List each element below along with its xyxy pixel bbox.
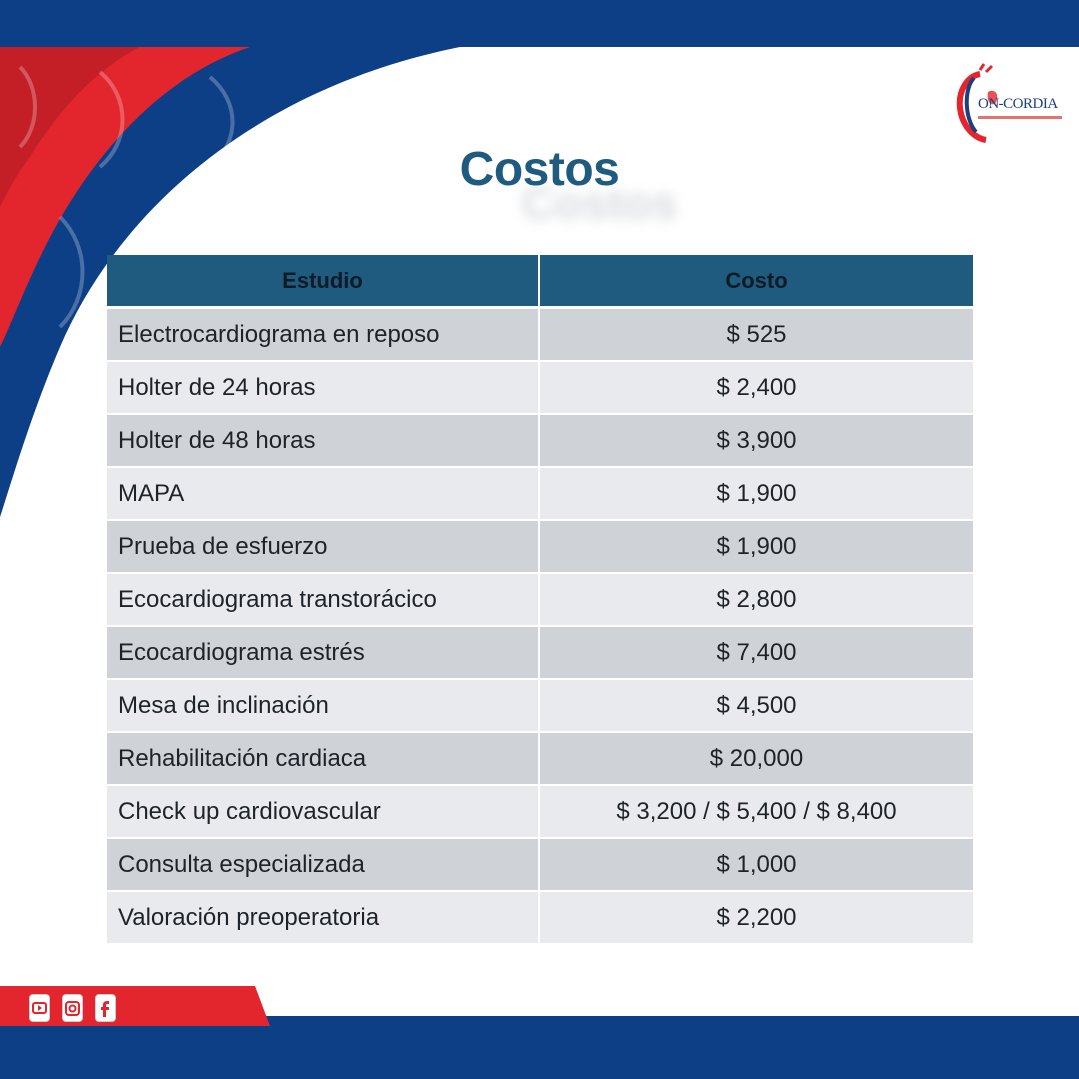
table-header-row bbox=[107, 255, 973, 308]
table-row bbox=[107, 414, 973, 467]
title-shadow: Costos bbox=[521, 177, 678, 229]
study-cost: $ 3,200 / $ 5,400 / $ 8,400 bbox=[539, 785, 973, 838]
study-name: Holter de 24 horas bbox=[107, 361, 539, 414]
logo-tagline-line bbox=[978, 116, 1062, 119]
study-name: Valoración preoperatoria bbox=[107, 891, 539, 944]
study-name: Ecocardiograma transtorácico bbox=[107, 573, 539, 626]
page-title: Costos bbox=[459, 143, 620, 196]
study-name: Mesa de inclinación bbox=[107, 679, 539, 732]
table-row bbox=[107, 573, 973, 626]
table-row bbox=[107, 891, 973, 944]
study-cost: $ 1,000 bbox=[539, 838, 973, 891]
study-name: Holter de 48 horas bbox=[107, 414, 539, 467]
table-row bbox=[107, 626, 973, 679]
study-cost: $ 1,900 bbox=[539, 520, 973, 573]
youtube-icon[interactable] bbox=[29, 994, 50, 1022]
study-cost: $ 2,400 bbox=[539, 361, 973, 414]
table-row bbox=[107, 679, 973, 732]
study-cost: $ 525 bbox=[539, 308, 973, 362]
table-row bbox=[107, 308, 973, 362]
table-row bbox=[107, 732, 973, 785]
study-cost: $ 20,000 bbox=[539, 732, 973, 785]
table-row bbox=[107, 838, 973, 891]
study-cost: $ 1,900 bbox=[539, 467, 973, 520]
header-estudio: Estudio bbox=[107, 255, 539, 308]
table-row bbox=[107, 785, 973, 838]
table-row bbox=[107, 467, 973, 520]
study-name: Consulta especializada bbox=[107, 838, 539, 891]
table-row bbox=[107, 520, 973, 573]
study-name: Check up cardiovascular bbox=[107, 785, 539, 838]
top-bar bbox=[0, 0, 1079, 47]
study-cost: $ 2,800 bbox=[539, 573, 973, 626]
study-cost: $ 7,400 bbox=[539, 626, 973, 679]
study-name: Rehabilitación cardiaca bbox=[107, 732, 539, 785]
table-row bbox=[107, 361, 973, 414]
study-name: Ecocardiograma estrés bbox=[107, 626, 539, 679]
study-name: MAPA bbox=[107, 467, 539, 520]
facebook-icon[interactable] bbox=[95, 994, 116, 1022]
study-name: Electrocardiograma en reposo bbox=[107, 308, 539, 362]
study-cost: $ 2,200 bbox=[539, 891, 973, 944]
study-cost: $ 4,500 bbox=[539, 679, 973, 732]
logo-text: ON-CORDIA bbox=[978, 96, 1058, 112]
study-cost: $ 3,900 bbox=[539, 414, 973, 467]
header-costo: Costo bbox=[539, 255, 973, 308]
cost-table bbox=[107, 255, 973, 945]
study-name: Prueba de esfuerzo bbox=[107, 520, 539, 573]
instagram-icon[interactable] bbox=[62, 994, 83, 1022]
